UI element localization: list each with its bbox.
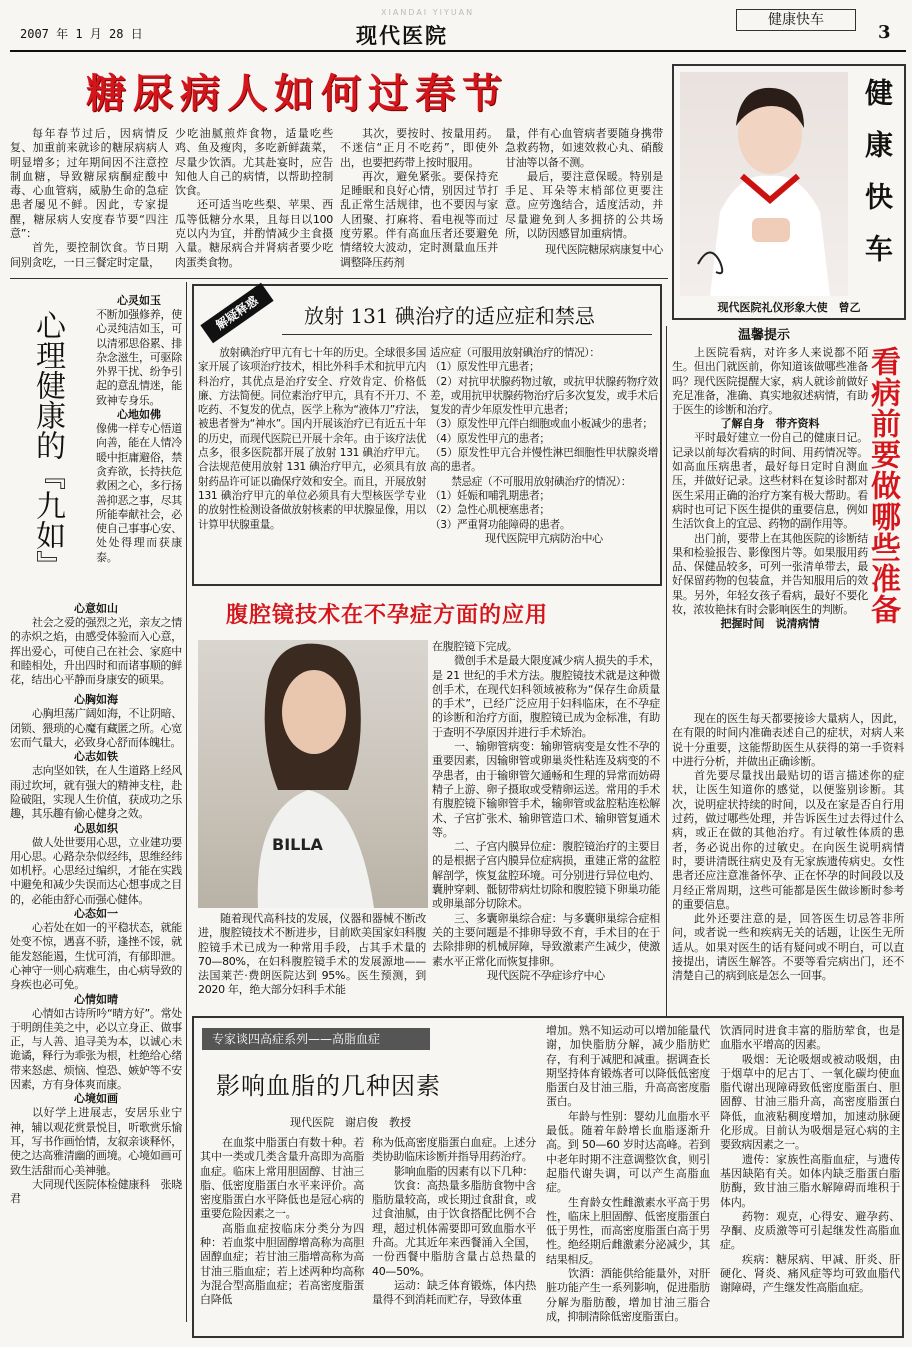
- nine-s3-heading: 心意如山: [74, 602, 118, 615]
- lipid-c3: 增加。熟不知运动可以增加能量代谢，加快脂肪分解，减少脂肪贮存，有利于减肥和减重。据调查长期坚持体育锻炼者可以降低低密度脂蛋白及甘油三脂，升高高密度脂蛋白。: [546, 1024, 710, 1109]
- diabetes-p7: 量，伴有心血管病者要随身携带急救药物，如速效救心丸、硝酸甘油等以备不测。: [505, 127, 663, 169]
- divider-warm: [666, 326, 667, 1016]
- lipid-col1: [200, 1136, 364, 1308]
- model-figure: [198, 640, 428, 908]
- lipid-col2: [372, 1136, 536, 1308]
- nine-credit: 大同现代医院体检健康科 张晓君: [10, 1177, 182, 1206]
- nine-title-text: 心理健康的『九如』: [30, 310, 65, 580]
- warm-p4: 首先要尽量找出最贴切的语言描述你的症状，让医生知道你的感觉，以便鉴别诊断。其次，说明症状持续的时间，以及在家是否自行用过药，做过哪些处理，并告诉医生过去得过什么病，或正在做的其他治疗。有过敏性体质的患者，务必说出你的过敏史。在向医生说明病情时，要讲清既往病史及有无家族遗传病史。女性患者还应注意准备怀孕、正在怀孕的时间段以及月经正常周期，这些可能都是医生做诊断时参考的重要信息。: [672, 769, 904, 911]
- radioiodine-item-1: （1）原发性甲亢患者；: [430, 361, 540, 374]
- radioiodine-col1: [198, 346, 426, 532]
- lipid-c2: 称为低高密度脂蛋白血症。上述分类协助临床诊断并指导用药治疗。: [372, 1136, 536, 1164]
- nine-s5-heading: 心志如铁: [74, 750, 118, 764]
- radioiodine-intro: 放射碘治疗甲亢有七十年的历史。全球很多国家开展了该项治疗技术，相比外科手术和抗甲亢内科治疗，其优点是治疗安全、疗效肯定、价格低廉、方法简便。同位素治疗甲亢，具有不开刀、不吃药、不复发的优点，医学上称为“液体刀”疗法，被患者誉为“神水”。国内开展该治疗已有近五十年的历史，而现代医院已开展十余年。由于该疗法优点多，很多医院都开展了放射 131 碘治疗甲亢。合法规范使用放射 131 碘治疗甲亢，必须具有放射药品许可证以确保疗效和安全。而且，开展放射 131 碘治疗甲亢的单位必须具有大型核医学专业的放射性检测设备做放射核素的甲状腺显像，用以计算甲状腺重量。: [198, 347, 426, 531]
- radioiodine-item-5: （5）原发性甲亢合并慢性淋巴细胞性甲状腺炎增高的患者。: [430, 447, 658, 474]
- warm-h2: 把握时间 说清病情: [720, 617, 820, 631]
- radioiodine-rule: [282, 334, 652, 335]
- laparoscopy-credit: 现代医院不孕症诊疗中心: [487, 968, 605, 982]
- radioiodine-contra-2: （2）急性心肌梗塞患者；: [430, 504, 550, 517]
- warm-col-lower: [672, 712, 904, 984]
- nine-s3-text: 社会之爱的强烈之光，亲友之情的赤炽之焰，由感受体验而入心意，挥出爱心，可使自己在社会、家庭中和睦相处，升出四时和而诸事顺的鲜花，结出心平静而身康安的硕果。: [10, 616, 182, 687]
- lipid-c1: 在血浆中脂蛋白有数十种。若其中一类或几类含量升高即为高脂血症。临床上常用胆固醇、甘油三脂、低密度脂蛋白水平来评价。高密度脂蛋白水平降低也是冠心病的重要危险因素之一。: [200, 1136, 364, 1221]
- radioiodine-col2: [430, 346, 658, 546]
- laparoscopy-p4: 三、多囊卵巢综合症：与多囊卵巢综合症相关的主要问题是不排卵导致不育，手术目的在于去除排卵的机械屏障，导致激素产生减少，使激素水平正常化而恢复排卵。: [432, 911, 660, 968]
- nine-s1-heading: 心灵如玉: [117, 294, 161, 307]
- nine-s4-text: 心胸坦荡广阔如海，不让阴暗、闭锁、猥琐的心魔有藏匿之所。心宽宏而气量大，必致身心舒而体魄壮。: [10, 707, 182, 750]
- radioiodine-tag-text: 解疑释惑: [213, 293, 261, 333]
- lipid-c3d: 饮酒：酒能供给能量外，对肝脏功能产生一系列影响，促进脂肪分解为脂肪酸，增加甘油三脂合成，抑制清除低密度脂蛋白。: [546, 1267, 710, 1323]
- diabetes-p5: 其次，要按时、按量用药。不迷信“正月不吃药”，即使外出，也要把药带上按时服用。: [340, 127, 498, 169]
- nine-s6-heading: 心思如织: [74, 821, 118, 835]
- svg-text:BILLA: BILLA: [272, 835, 323, 854]
- nine-s2-heading: 心地如佛: [117, 408, 161, 422]
- nine-s2-text: 像佛一样专心悟道向善，能在人情冷暖中拒庸避俗，禁贪弃欲，长持扶危救困之心，多行扬善抑恶之事，尽其所能奉献社会，必使自己事事心安、处处得理而获康泰。: [96, 422, 182, 564]
- diabetes-p2: 首先，要控制饮食。节日期间别贪吃，一日三餐定时定量，: [10, 241, 168, 269]
- header-date: 2007 年 1 月 28 日: [20, 27, 143, 41]
- laparoscopy-p2: 一、输卵管病变：输卵管病变是女性不孕的重要因素，因输卵管或卵巢炎性粘连及病变的不孕患者，由于输卵管欠通畅和生理的异常而妨碍精子上游、卵子摄取或受精卵运送。常用的手术有腹腔镜下输卵管手术，输卵管或盆腔粘连松解术、子宫扩张术、输卵管造口术、输卵管复通术等。: [432, 740, 660, 839]
- ambassador-photo: [680, 72, 848, 296]
- header-watermark: XIANDAI YIYUAN: [381, 8, 475, 17]
- diabetes-credit: 现代医院糖尿病康复中心: [545, 243, 663, 257]
- warm-p0: 上医院看病，对许多人来说都不陌生。但出门就医前，你知道该做哪些准备吗？现代医院提醒大家，病人就诊前做好充足准备，准确、真实地叙述病情，有助于医生的诊断和治疗。: [672, 346, 868, 417]
- laparoscopy-p3: 二、子宫内膜异位症：腹腔镜治疗的主要目的是根据子宫内膜异位症病损，重建正常的盆腔解剖学，恢复盆腔环境。可分别进行异位电灼、囊肿穿刺、骶韧带病灶切除和腹腔镜下卵巢功能或卵巢部分切除术。: [432, 840, 660, 911]
- express-vertical-title: [850, 78, 904, 286]
- nine-s8-heading: 心情如晴: [74, 992, 118, 1006]
- page-number: 3: [878, 22, 891, 43]
- lipid-c3c: 生育龄女性雌激素水平高于男性，临床上胆固醇、低密度脂蛋白低于男性，而高密度脂蛋白高于男性。绝经期后雌激素分泌减少，其结果相反。: [546, 1195, 710, 1266]
- lipid-c1b: 高脂血症按临床分类分为四种：若血浆中胆固醇增高称为高胆固醇血症；若甘油三脂增高称为高甘油三脂血症；若上述两种均高称为混合型高脂血症；若高密度脂蛋白降低: [200, 1221, 364, 1307]
- paper-name: 现代医院: [356, 23, 448, 48]
- warm-tag: 温馨提示: [738, 328, 791, 343]
- ambassador-figure: [680, 72, 848, 296]
- warm-p1: 平时最好建立一份自己的健康日记。记录以前每次看病的时间、用药情况等。如高血压病患者，最好每日定时自测血压，并做好记录。这些材料在复诊时都对医生采用正确的治疗方案有极大帮助。看病时也可记下医生提供的重要信息，例如生活饮食上的宜忌、药物的副作用等。: [672, 431, 868, 531]
- laparoscopy-left: [198, 912, 426, 998]
- header-rule: [10, 50, 906, 52]
- lipid-c2c: 运动：缺乏体育锻炼，体内热量得不到消耗而贮存，导致体重: [372, 1278, 536, 1307]
- lipid-col3: [546, 1024, 710, 1324]
- radioiodine-item-3: （3）原发性甲亢伴白细胞或血小板减少的患者；: [430, 418, 653, 431]
- laparoscopy-right: [432, 640, 660, 983]
- laparoscopy-lead: 随着现代高科技的发展，仪器和器械不断改进，腹腔镜技术不断进步，目前欧美国家妇科腹腔镜手术已成为一种常用手段，占其手术量的 70—80%，在妇科腹腔镜手术的发展源地——法国莱芒·费朗医院达到 95%。医生预测，到 2020 年，绝大部分妇科手术能: [198, 912, 426, 997]
- diabetes-p1: 每年春节过后，因病情反复、加重前来就诊的糖尿病病人明显增多；过年期间因不注意控制血糖，导致糖尿病酮症酸中毒、心血管病，威胁生命的急症患者屡见不鲜。因此，专家提醒，糖尿病人安度春节要“四注意”：: [10, 127, 168, 241]
- diabetes-p6: 再次，避免紧张。要保持充足睡眠和良好心情，别因过节打乱正常生活规律，也不要因与家人团聚、打麻将、看电视等而过度劳累。伴有高血压者还要避免情绪较大波动，定时测量血压并调整降压药剂: [340, 169, 498, 269]
- express-caption: 现代医院礼仪形象大使 曾乙: [717, 301, 861, 314]
- nine-s1-text: 不断加强修养，使心灵纯洁如玉，可以清邪思俗累、排杂念滋生，可驱除外界干扰、纷争引起的意乱情迷，能致神专身乐。: [96, 308, 182, 407]
- warm-vertical-title: [862, 346, 906, 646]
- diabetes-col3: [340, 127, 498, 270]
- nine-s7-text: 心若处在如一的平稳状态，就能处变不惊，遇喜不骄，逢挫不馁，就能发怒能遏，生忧可消，有郁即泄。心神守一则心病难生，由心病导致的身疾也必可免。: [10, 921, 182, 992]
- main-title: 糖尿病人如何过春节: [86, 71, 509, 117]
- lipid-c4c: 遗传：家族性高脂血症，与遗传基因缺陷有关。如体内缺乏脂蛋白脂肪酶，致甘油三脂水解障碍而堆积于体内。: [720, 1152, 900, 1209]
- divider-1: [10, 278, 668, 279]
- lipid-c4e: 疾病：糖尿病、甲减、肝炎、肝硬化、肾炎、痛风症等均可致血脂代谢障碍，产生继发性高脂血症。: [720, 1252, 900, 1295]
- lipid-box: [192, 1016, 904, 1338]
- radioiodine-title: 放射 131 碘治疗的适应症和禁忌: [304, 304, 595, 328]
- radioiodine-indications-heading: 适应症（可服用放射碘治疗的情况）：: [430, 347, 600, 359]
- lipid-title: 影响血脂的几种因素: [216, 1072, 441, 1100]
- lipid-c4d: 药物：观克，心得安、避孕药、孕酮、皮质激等可引起继发性高脂血症。: [720, 1209, 900, 1252]
- diabetes-p8: 最后，要注意保暖。特别是手足、耳朵等末梢部位更要注意。应劳逸结合，适度活动，并尽量避免到人多拥挤的公共场所，以防因感冒加重病情。: [505, 169, 663, 241]
- nine-s6-text: 做人处世要用心思，立业建功要用心思。心路杂杂似经纬，思维经纬如机杼。心思经过编织，才能在实践中避免和减少失误而达心想事成之目的，必能由舒心而强心健体。: [10, 835, 182, 906]
- radioiodine-contra-3: （3）严重肾功能障碍的患者。: [430, 518, 571, 531]
- warm-p3: 现在的医生每天都要接诊大量病人，因此，在有限的时间内准确表述自己的症状，对病人来说十分重要，这能帮助医生从获得的第一手资料中进行分析，并做出正确诊断。: [672, 712, 904, 768]
- diabetes-p4: 还可适当吃些梨、苹果、西瓜等低糖分水果，且每日以100克以内为宜，并酌情减少主食摄入量。糖尿病合并肾病者要少吃肉蛋类食物。: [175, 198, 333, 269]
- lipid-c4b: 吸烟：无论吸烟或被动吸烟，由于烟草中的尼古丁、一氧化碳均使血脂代谢出现障碍致低密度脂蛋白、胆固醇、甘油三脂升高，高密度脂蛋白降低，血液粘稠度增加，加速动脉硬化形成。目前认为吸烟是冠心病的主要致病因素之一。: [720, 1052, 900, 1152]
- nine-s9-heading: 心境如画: [74, 1092, 118, 1106]
- nine-s9-text: 以好学上进展志，安居乐业宁神，辅以观花赏景悦目，听歌赏乐愉耳，写书作画怡情，友叙亲谈释怀，使之达高雅清幽的画境。心境如画可致生活甜而心美神驰。: [10, 1106, 182, 1177]
- radioiodine-contra-heading: 禁忌症（不可服用放射碘治疗的情况）：: [451, 475, 632, 488]
- lipid-c2b: 饮食：高热量多脂肪食物中含脂肪量较高，或长期过食甜食，或过食油腻，由于饮食搭配比例不合理，超过机体需要即可致血脂水平升高。尤其近年来西餐涌入全国，一份西餐中脂肪含量占总热量的 40—50%。: [372, 1178, 536, 1278]
- header-bar: [6, 6, 906, 48]
- divider-nine: [186, 282, 187, 1322]
- radioiodine-item-4: （4）原发性甲亢的患者；: [430, 432, 550, 445]
- lipid-series: 专家谈四高症系列——高脂血症: [202, 1028, 430, 1050]
- radioiodine-item-2: （2）对抗甲状腺药物过敏，或抗甲状腺药物疗效差，或用抗甲状腺药物治疗后多次复发，或手术后复发的青少年原发性甲亢患者；: [430, 375, 658, 417]
- radioiodine-contra-1: （1）妊娠和哺乳期患者；: [430, 489, 550, 502]
- warm-col: [672, 346, 868, 631]
- diabetes-col2: [175, 127, 333, 270]
- nine-s7-heading: 心态如一: [74, 907, 118, 921]
- laparoscopy-photo: [198, 640, 428, 908]
- laparoscopy-cont: 在腹腔镜下完成。: [432, 640, 518, 653]
- lipid-col4: [720, 1024, 900, 1296]
- nine-s1: [96, 294, 182, 565]
- radioiodine-box: [192, 284, 662, 586]
- express-box: [672, 64, 906, 320]
- lipid-c3b: 年龄与性别：婴幼儿血脂水平最低。随着年龄增长血脂逐渐升高。到 50—60 岁时达高峰。若到中老年时期不注意调整饮食，则引起脂代谢失调，可以产生高脂血症。: [546, 1109, 710, 1195]
- warm-p5: 此外还要注意的是，回答医生切忌答非所问，或者说一些和疾病无关的话题，让医生无所适从。如果对医生的话有疑问或不明白，可以直接提出，请医生解答。不要等看完病出门，还不清楚自己的病到底是怎么一回事。: [672, 912, 904, 983]
- diabetes-col4: [505, 127, 663, 257]
- section-label: 健康快车: [736, 9, 856, 31]
- warm-p2: 出门前，要带上在其他医院的诊断结果和检验报告、影像图片等。如果服用药品、保健品较多，可列一张清单带去，最好保留药物的包装盒，并告知服用后的效果。另外，年轻女孩子看病，最好不要化妆，浓妆艳抹有时会影响医生的判断。: [672, 531, 868, 617]
- nine-title: [30, 310, 90, 600]
- warm-vtitle-text: 看病前要做哪些准备: [865, 346, 900, 625]
- nine-s4-heading: 心胸如海: [74, 693, 118, 707]
- radioiodine-tag: [200, 283, 273, 343]
- nine-lower: [10, 602, 182, 1206]
- laparoscopy-title: 腹腔镜技术在不孕症方面的应用: [226, 602, 549, 628]
- warm-h1: 了解自身 带齐资料: [720, 417, 820, 431]
- express-title-text: 健康快车: [861, 78, 894, 286]
- lipid-author: 现代医院 谢启俊 教授: [290, 1116, 411, 1129]
- radioiodine-credit: 现代医院甲亢病防治中心: [485, 531, 603, 545]
- laparoscopy-p1: 微创手术是最大限度减少病人损失的手术，是 21 世纪的手术方法。腹腔镜技术就是这种微创手术，在现代妇科领域被称为“保存生命质量的手术”，已经广泛应用于妇科临床，在不孕症的诊断和治疗方面，腹腔镜已成为金标准，有助于查明不孕原因并进行手术矫治。: [432, 654, 660, 739]
- nine-s8-text: 心情如古诗所吟“晴方好”。常处于明朗佳美之中，必以立身正、做事正，与人善、追寻美为本，以诚心未诡谲，释行为乖张为根，杜绝给心绪带来怒虑、烦恼、惶恐、嫉妒等不安因素，方有身体爽而康。: [10, 1006, 182, 1092]
- lipid-c2h: 影响血脂的因素有以下几种：: [394, 1164, 534, 1178]
- lipid-c4: 饮酒同时进食丰富的脂肪荤食，也是血脂水平增高的因素。: [720, 1024, 900, 1052]
- nine-s5-text: 志向坚如铁，在人生道路上经风雨过坎坷，就有强大的精神支柱，赴险破阻，实现人生价值，获成功之乐趣，其乐趣有偷心健身之效。: [10, 764, 182, 821]
- diabetes-p3: 少吃油腻煎炸食物，适量吃些鸡、鱼及瘦肉，多吃新鲜蔬菜，尽量少饮酒。尤其赴宴时，应告知他人自己的病情，以帮助控制饮食。: [175, 127, 333, 198]
- diabetes-col1: [10, 127, 168, 270]
